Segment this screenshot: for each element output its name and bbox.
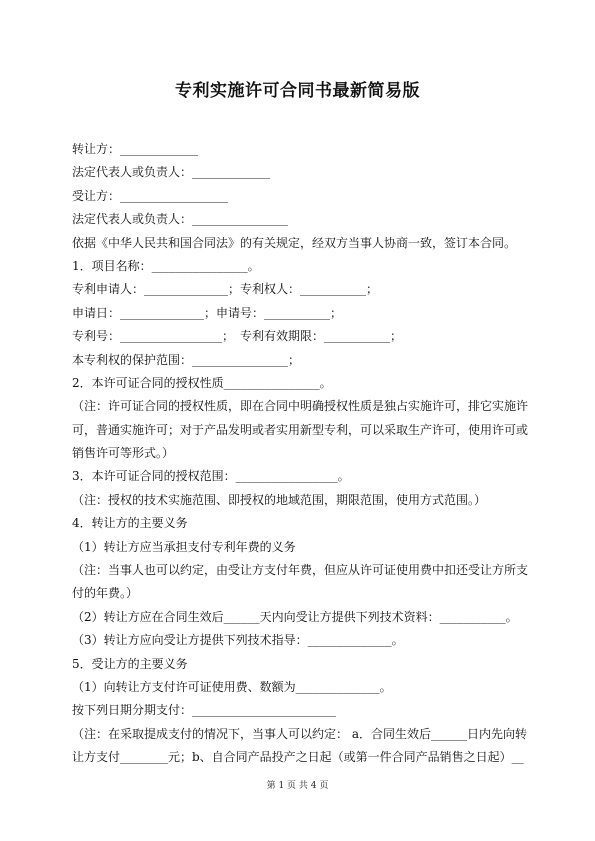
text-line: 销售许可等形式。） [72,446,175,461]
text-line: 2．本许可证合同的授权性质________________。 [72,375,332,390]
page-footer: 第 1 页 共 4 页 [266,781,329,791]
text-line: 4．转让方的主要义务 [72,516,188,531]
text-line: 法定代表人或负责人：________________ [72,212,289,227]
text-line: 让方支付________元；b、自合同产品投产之日起（或第一件合同产品销售之日起）__ [72,750,524,765]
text-line: 法定代表人或负责人：_____________ [72,165,271,180]
text-line: （注：当事人也可以约定，由受让方支付年费，但应从许可证使用费中扣还受让方所支 [72,563,529,578]
text-line: 按下列日期分期支付：________________________ [72,703,337,718]
text-line: 申请日：______________；申请号：___________； [72,305,343,320]
text-line: 专利申请人：______________；专利权人：___________； [72,282,379,297]
text-line: 转让方：_____________ [72,142,199,156]
text-line: （注：授权的技术实施范围、即授权的地域范围，期限范围，使用方式范围。） [72,492,487,507]
document-body [72,138,529,770]
text-line: （注：在采取提成支付的情况下，当事人可以约定： a．合同生效后______日内先向转 [72,726,527,741]
text-line: （1）向转让方支付许可证使用费、数额为______________。 [72,679,392,694]
text-line: 受让方：__________________ [72,188,229,203]
document-title: 专利实施许可合同书最新简易版 [175,81,420,101]
text-line: 5．受让方的主要义务 [72,656,188,671]
text-line: （2）转让方应在合同生效后______天内向受让方提供下列技术资料：___________。 [72,609,518,624]
text-line: 1．项目名称：________________。 [72,258,260,273]
text-line: 本专利权的保护范围：________________； [72,352,301,367]
text-line: 依据《中华人民共和国合同法》的有关规定，经双方当事人协商一致，签订本合同。 [72,235,517,250]
text-line: 3．本许可证合同的授权范围：_________________。 [72,469,350,484]
text-line: （注：许可证合同的授权性质，即在合同中明确授权性质是独占实施许可，排它实施许 [72,399,529,414]
text-line: 付的年费。） [72,586,139,601]
text-line: （1）转让方应当承担支付专利年费的义务 [72,539,296,554]
text-line: （3）转让方应向受让方提供下列技术指导：______________。 [72,633,404,648]
text-line: 可，普通实施许可；对于产品发明或者实用新型专利，可以采取生产许可，使用许可或 [72,422,529,437]
text-line: 专利号：_________________； 专利有效期限：___________； [72,329,403,344]
